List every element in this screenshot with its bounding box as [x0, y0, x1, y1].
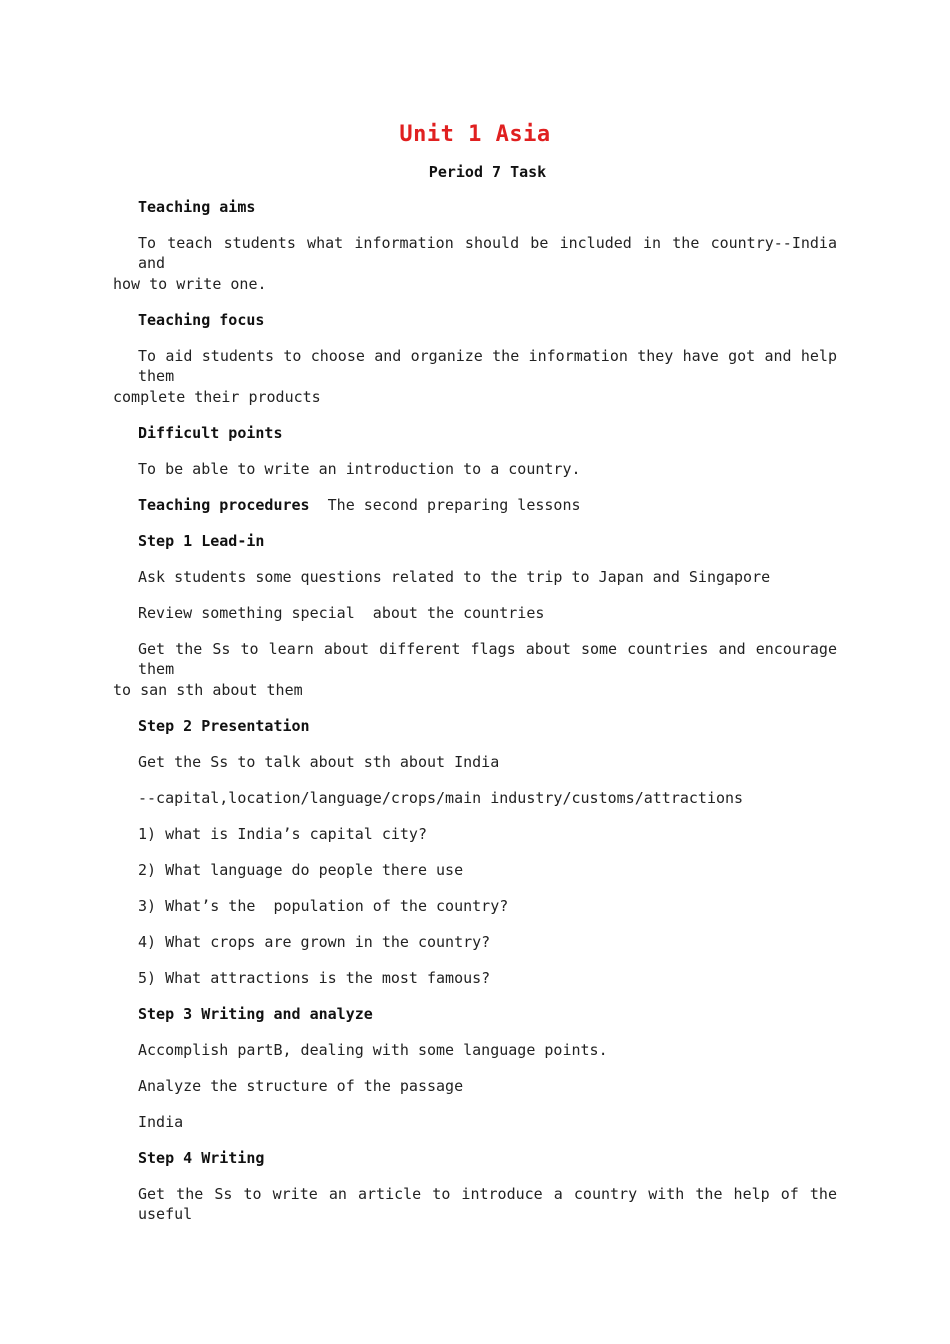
step-2-line-2: --capital,location/language/crops/main industry/customs/attractions: [138, 789, 744, 807]
question-1: 1) what is India’s capital city?: [138, 825, 427, 843]
difficult-points-heading: Difficult points: [138, 424, 283, 442]
step-1-line-1: Ask students some questions related to the trip to Japan and Singapore: [138, 568, 771, 586]
difficult-points-text: To be able to write an introduction to a country.: [138, 460, 581, 478]
step-2-heading: Step 2 Presentation: [138, 717, 310, 735]
teaching-focus-text: To aid students to choose and organize the information they have got and help them: [138, 347, 837, 385]
teaching-procedures-note: The second preparing lessons: [327, 496, 581, 514]
teaching-focus-text-continued: complete their products: [113, 388, 321, 406]
question-5: 5) What attractions is the most famous?: [138, 969, 491, 987]
document-title: Unit 1 Asia: [399, 122, 551, 147]
question-4: 4) What crops are grown in the country?: [138, 933, 491, 951]
step-3-line-3: India: [138, 1113, 184, 1131]
step-1-line-2: Review something special about the countries: [138, 604, 545, 622]
teaching-procedures-heading: Teaching procedures: [138, 496, 310, 514]
document-subtitle: Period 7 Task: [428, 163, 547, 181]
teaching-focus-heading: Teaching focus: [138, 311, 265, 329]
step-4-heading: Step 4 Writing: [138, 1149, 265, 1167]
step-3-line-1: Accomplish partB, dealing with some language points.: [138, 1041, 608, 1059]
teaching-aims-text-continued: how to write one.: [113, 275, 267, 293]
question-3: 3) What’s the population of the country?: [138, 897, 509, 915]
step-4-line-1: Get the Ss to write an article to introduce a country with the help of the useful: [138, 1185, 837, 1223]
teaching-aims-text: To teach students what information should be included in the country--India and: [138, 234, 837, 272]
step-1-line-3: Get the Ss to learn about different flags about some countries and encourage them: [138, 640, 837, 678]
step-1-heading: Step 1 Lead-in: [138, 532, 265, 550]
teaching-aims-heading: Teaching aims: [138, 198, 256, 216]
step-2-line-1: Get the Ss to talk about sth about India: [138, 753, 500, 771]
step-1-line-3-continued: to san sth about them: [113, 681, 303, 699]
step-3-heading: Step 3 Writing and analyze: [138, 1005, 373, 1023]
step-3-line-2: Analyze the structure of the passage: [138, 1077, 464, 1095]
question-2: 2) What language do people there use: [138, 861, 464, 879]
teaching-procedures-row: [138, 495, 581, 515]
